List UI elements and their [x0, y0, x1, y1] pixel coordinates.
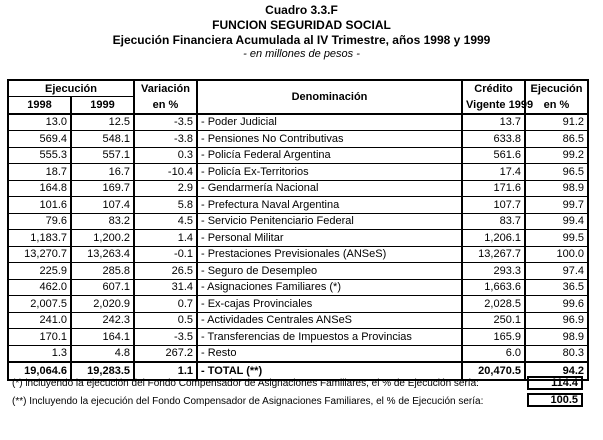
cell-1999: 107.4	[71, 197, 134, 214]
cell-ejecucion-pct: 91.2	[525, 114, 588, 131]
table-title: FUNCION SEGURIDAD SOCIAL	[212, 18, 391, 32]
cell-1999: 607.1	[71, 279, 134, 296]
table-row	[8, 263, 588, 280]
cell-credito: 6.0	[462, 345, 525, 362]
cell-credito: 165.9	[462, 329, 525, 346]
cell-1999: 548.1	[71, 131, 134, 148]
cell-1998: 101.6	[8, 197, 71, 214]
cell-denominacion: - Gendarmería Nacional	[197, 180, 462, 197]
cell-ejecucion-pct: 98.9	[525, 180, 588, 197]
header-variacion-unit: en %	[134, 97, 197, 114]
cell-1998: 13.0	[8, 114, 71, 131]
cell-variacion: 5.8	[134, 197, 197, 214]
table-row	[8, 213, 588, 230]
cell-denominacion: - Servicio Penitenciario Federal	[197, 213, 462, 230]
cell-credito: 83.7	[462, 213, 525, 230]
cell-1998: 79.6	[8, 213, 71, 230]
cell-ejecucion-pct: 36.5	[525, 279, 588, 296]
cell-1999: 12.5	[71, 114, 134, 131]
cell-ejecucion-pct: 99.5	[525, 230, 588, 247]
cell-1998: 13,270.7	[8, 246, 71, 263]
cell-1998: 241.0	[8, 312, 71, 329]
cell-denominacion: - Transferencias de Impuestos a Provincias	[197, 329, 462, 346]
cell-1999: 1,200.2	[71, 230, 134, 247]
cell-1998: 164.8	[8, 180, 71, 197]
cell-credito: 293.3	[462, 263, 525, 280]
cell-credito: 171.6	[462, 180, 525, 197]
cell-credito: 13,267.7	[462, 246, 525, 263]
table-row	[8, 312, 588, 329]
table-row	[8, 147, 588, 164]
table-subtitle: Ejecución Financiera Acumulada al IV Trimestre, años 1998 y 1999	[112, 33, 491, 47]
cell-ejecucion-pct: 99.6	[525, 296, 588, 313]
table-row	[8, 114, 588, 131]
cell-variacion: -3.5	[134, 114, 197, 131]
table-body	[8, 114, 588, 363]
cell-1998: 1.3	[8, 345, 71, 362]
table-row	[8, 329, 588, 346]
cell-ejecucion-pct: 80.3	[525, 345, 588, 362]
cell-ejecucion-pct: 98.9	[525, 329, 588, 346]
cell-credito: 1,663.6	[462, 279, 525, 296]
header-1998: 1998	[8, 97, 71, 114]
cell-variacion: -10.4	[134, 164, 197, 181]
cell-ejecucion-pct: 99.7	[525, 197, 588, 214]
cell-ejecucion-pct: 99.4	[525, 213, 588, 230]
cell-variacion: 2.9	[134, 180, 197, 197]
cell-1998: 225.9	[8, 263, 71, 280]
cell-denominacion: - Prestaciones Previsionales (ANSeS)	[197, 246, 462, 263]
footnote-2: (**) Incluyendo la ejecución del Fondo Compensador de Asignaciones Familiares, el % de Ejecución sería:	[12, 396, 484, 407]
cell-ejecucion-pct: 100.0	[525, 246, 588, 263]
cell-credito: 107.7	[462, 197, 525, 214]
cell-1998: 170.1	[8, 329, 71, 346]
table-row	[8, 345, 588, 362]
table-number: Cuadro 3.3.F	[265, 3, 338, 17]
cell-variacion: 26.5	[134, 263, 197, 280]
footnote-1-value: 114.4	[527, 376, 583, 390]
total-label: - TOTAL (**)	[197, 362, 462, 380]
table-row	[8, 230, 588, 247]
cell-ejecucion-pct: 97.4	[525, 263, 588, 280]
footnote-2-value: 100.5	[527, 393, 583, 407]
header-vigente: Vigente 1999	[462, 97, 525, 114]
cell-1999: 4.8	[71, 345, 134, 362]
cell-variacion: -3.8	[134, 131, 197, 148]
header-variacion: Variación	[134, 80, 197, 97]
cell-1999: 169.7	[71, 180, 134, 197]
execution-table	[7, 79, 589, 381]
header-denominacion: Denominación	[197, 80, 462, 114]
cell-denominacion: - Resto	[197, 345, 462, 362]
cell-credito: 1,206.1	[462, 230, 525, 247]
cell-credito: 633.8	[462, 131, 525, 148]
cell-denominacion: - Poder Judicial	[197, 114, 462, 131]
cell-1999: 2,020.9	[71, 296, 134, 313]
total-1999: 19,283.5	[71, 362, 134, 380]
cell-1998: 569.4	[8, 131, 71, 148]
header-ejecucion-unit: en %	[525, 97, 588, 114]
table-row	[8, 296, 588, 313]
cell-1999: 16.7	[71, 164, 134, 181]
cell-ejecucion-pct: 96.5	[525, 164, 588, 181]
cell-variacion: 31.4	[134, 279, 197, 296]
cell-variacion: -3.5	[134, 329, 197, 346]
header-ejecucion: Ejecución	[8, 80, 134, 97]
cell-denominacion: - Policía Ex-Territorios	[197, 164, 462, 181]
cell-1998: 462.0	[8, 279, 71, 296]
table-row	[8, 197, 588, 214]
cell-1998: 555.3	[8, 147, 71, 164]
cell-1999: 83.2	[71, 213, 134, 230]
cell-credito: 17.4	[462, 164, 525, 181]
table-row	[8, 131, 588, 148]
total-row	[8, 362, 588, 380]
cell-1999: 164.1	[71, 329, 134, 346]
table-row	[8, 164, 588, 181]
cell-1999: 13,263.4	[71, 246, 134, 263]
header-credito: Crédito	[462, 80, 525, 97]
cell-1999: 285.8	[71, 263, 134, 280]
total-variacion: 1.1	[134, 362, 197, 380]
total-credito: 20,470.5	[462, 362, 525, 380]
cell-ejecucion-pct: 86.5	[525, 131, 588, 148]
table-row	[8, 246, 588, 263]
cell-denominacion: - Actividades Centrales ANSeS	[197, 312, 462, 329]
cell-ejecucion-pct: 96.9	[525, 312, 588, 329]
cell-variacion: 267.2	[134, 345, 197, 362]
header-1999: 1999	[71, 97, 134, 114]
table-row	[8, 180, 588, 197]
cell-denominacion: - Prefectura Naval Argentina	[197, 197, 462, 214]
table-row	[8, 279, 588, 296]
cell-variacion: 0.7	[134, 296, 197, 313]
cell-denominacion: - Seguro de Desempleo	[197, 263, 462, 280]
cell-1999: 242.3	[71, 312, 134, 329]
cell-denominacion: - Pensiones No Contributivas	[197, 131, 462, 148]
cell-denominacion: - Personal Militar	[197, 230, 462, 247]
total-1998: 19,064.6	[8, 362, 71, 380]
cell-variacion: -0.1	[134, 246, 197, 263]
cell-1998: 2,007.5	[8, 296, 71, 313]
cell-credito: 561.6	[462, 147, 525, 164]
cell-variacion: 0.5	[134, 312, 197, 329]
cell-1998: 1,183.7	[8, 230, 71, 247]
cell-credito: 2,028.5	[462, 296, 525, 313]
cell-credito: 250.1	[462, 312, 525, 329]
cell-denominacion: - Asignaciones Familiares (*)	[197, 279, 462, 296]
cell-ejecucion-pct: 99.2	[525, 147, 588, 164]
cell-variacion: 4.5	[134, 213, 197, 230]
cell-variacion: 1.4	[134, 230, 197, 247]
cell-denominacion: - Ex-cajas Provinciales	[197, 296, 462, 313]
units-note: - en millones de pesos -	[243, 48, 360, 60]
cell-1999: 557.1	[71, 147, 134, 164]
header-ejecucion-pct: Ejecución	[525, 80, 588, 97]
cell-credito: 13.7	[462, 114, 525, 131]
total-ejecucion-pct: 94.2	[525, 362, 588, 380]
cell-denominacion: - Policía Federal Argentina	[197, 147, 462, 164]
cell-variacion: 0.3	[134, 147, 197, 164]
cell-1998: 18.7	[8, 164, 71, 181]
footnote-1: (*) incluyendo la ejecución del Fondo Compensador de Asignaciones Familiares, el % de Ejecución sería:	[12, 378, 479, 389]
